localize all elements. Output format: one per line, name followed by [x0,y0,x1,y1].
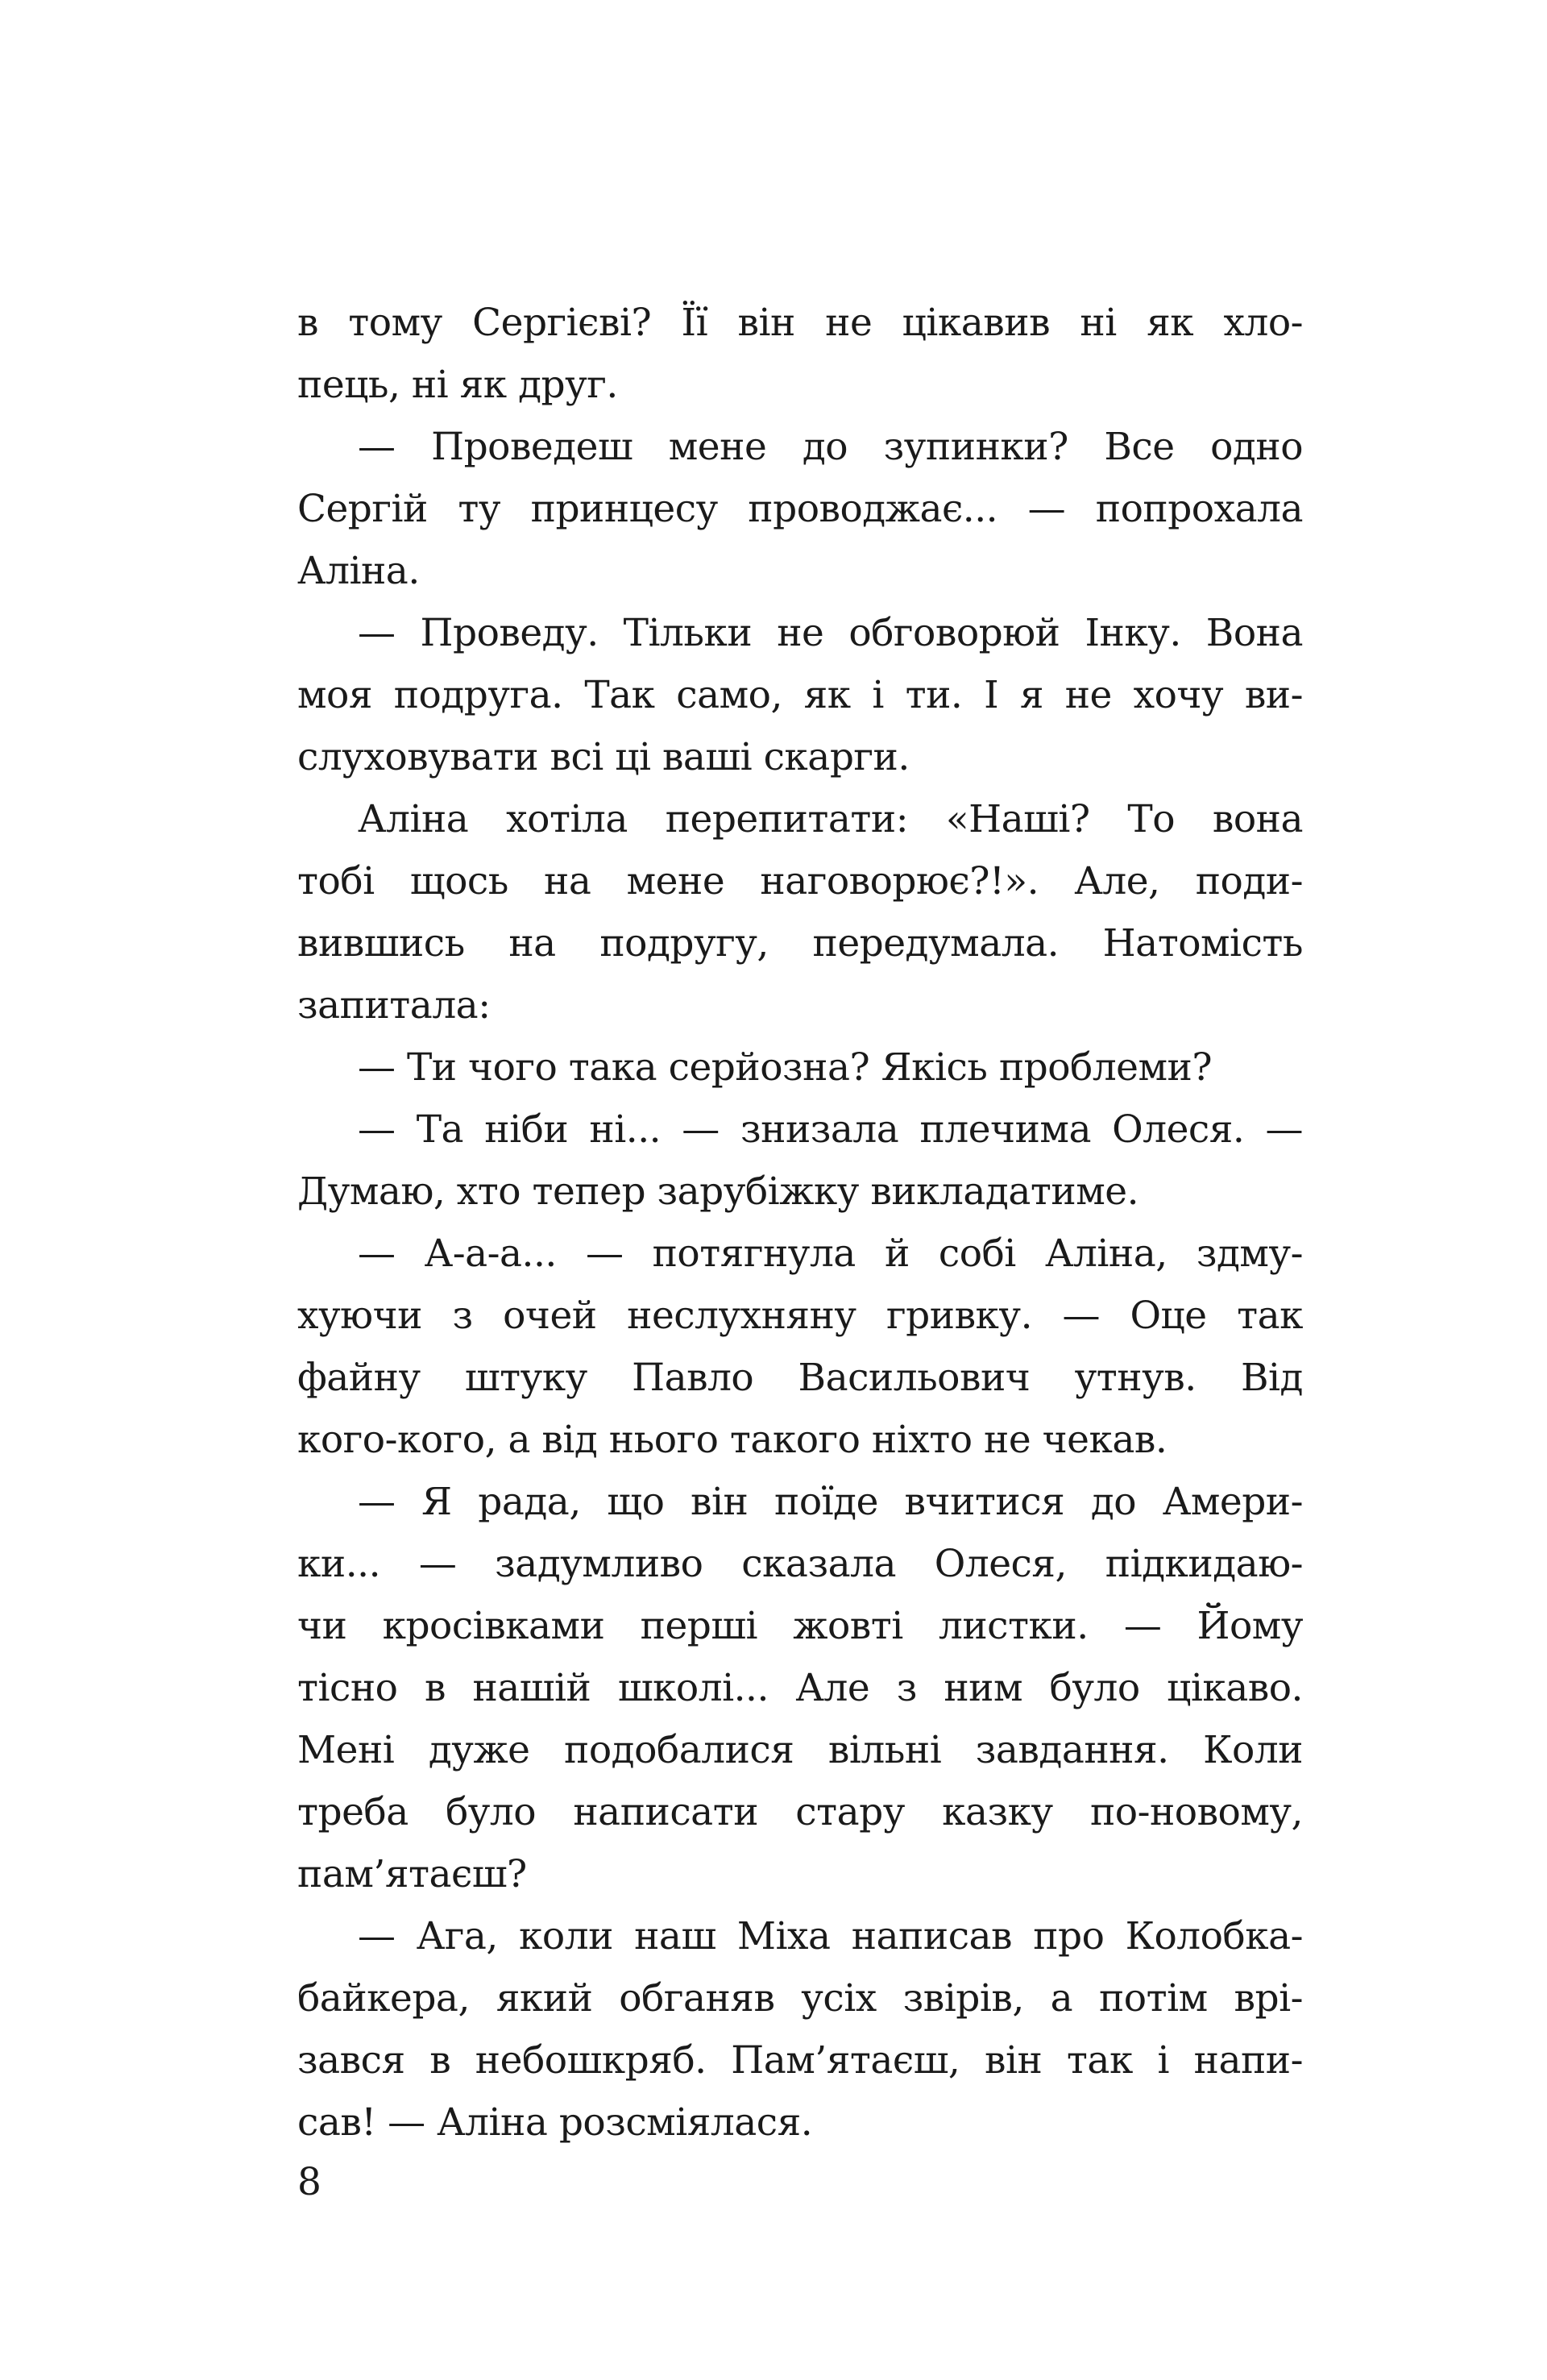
text-line: тобі щось на мене наговорює?!». Але, поди- [297,859,1303,903]
text-line: — Ага, коли наш Міха написав про Колобка- [358,1914,1303,1958]
text-line: Сергій ту принцесу проводжає... — попрохала [297,487,1303,531]
text-line: Аліна. [297,549,420,593]
text-line: — Проведеш мене до зупинки? Все одно [358,425,1303,469]
text-line: файну штуку Павло Васильович утнув. Від [297,1356,1303,1400]
text-line: пець, ні як друг. [297,363,618,407]
text-line: — Я рада, що він поїде вчитися до Амери- [358,1480,1303,1524]
text-line: Мені дуже подобалися вільні завдання. Коли [297,1728,1303,1772]
page-body-text [297,292,1303,2154]
text-line: — Проведу. Тільки не обговорюй Інку. Вона [358,611,1303,655]
text-line: Думаю, хто тепер зарубіжку викладатиме. [297,1169,1139,1214]
text-line: хуючи з очей неслухняну гривку. — Оце так [297,1294,1303,1338]
text-line: зався в небошкряб. Пам’ятаєш, він так і напи- [297,2038,1303,2083]
text-line: — Та ніби ні... — знизала плечима Олеся. — [358,1107,1303,1152]
text-line: моя подруга. Так само, як і ти. І я не хочу ви- [297,673,1303,717]
page-number: 8 [297,2160,321,2204]
text-line: слуховувати всі ці ваші скарги. [297,735,910,779]
text-line: вившись на подругу, передумала. Натомість [297,921,1303,966]
text-line: запитала: [297,983,491,1028]
text-line: в тому Сергієві? Її він не цікавив ні як хло- [297,301,1303,345]
text-line: кого-кого, а від нього такого ніхто не чекав. [297,1418,1168,1462]
text-line: байкера, який обганяв усіх звірів, а потім врі- [297,1976,1303,2021]
text-line: тісно в нашій школі... Але з ним було цікаво. [297,1666,1303,1710]
text-line: треба було написати стару казку по-новому, [297,1790,1303,1834]
text-line: сав! — Аліна розсміялася. [297,2100,813,2145]
text-line: — Ти чого така серйозна? Якісь проблеми? [358,1045,1213,1090]
text-line: пам’ятаєш? [297,1852,527,1896]
text-line: чи кросівками перші жовті листки. — Йому [297,1604,1303,1648]
text-line: Аліна хотіла перепитати: «Наші? То вона [358,797,1303,841]
text-line: — А-а-а... — потягнула й собі Аліна, здму- [358,1232,1303,1276]
text-line: ки... — задумливо сказала Олеся, підкидаю- [297,1542,1303,1586]
